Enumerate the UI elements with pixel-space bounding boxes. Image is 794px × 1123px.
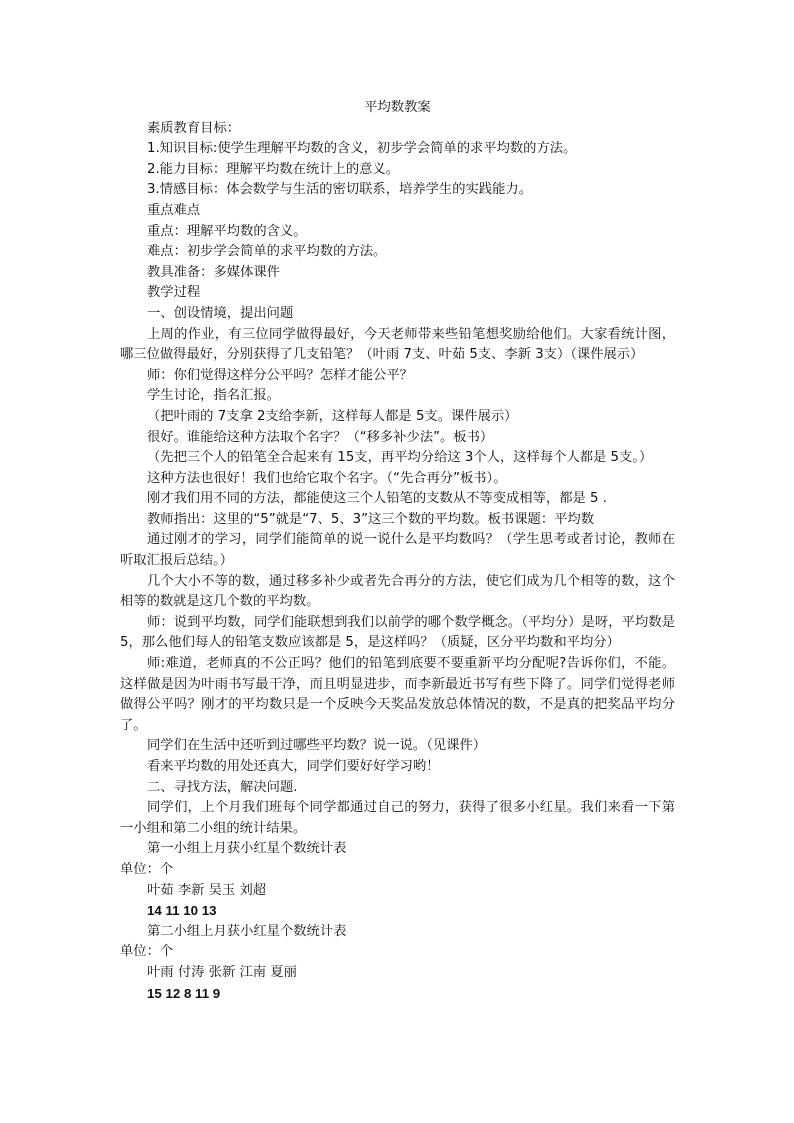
paragraph: 师：你们觉得这样分公平吗？怎样才能公平？ — [147, 367, 413, 383]
paragraph: 几个大小不等的数，通过移多补少或者先合再分的方法，使它们成为几个相等的数，这个相等的数就是这几个数的平均数。 — [120, 573, 675, 610]
paragraph: 上周的作业，有三位同学做得最好，今天老师带来些铅笔想奖励给他们。大家看统计图，哪三位做得最好，分别获得了几支铅笔？（叶雨 7支、叶茹 5支、李新 3支）（课件展示） — [120, 326, 675, 363]
goal-ability: 2.能力目标：理解平均数在统计上的意义。 — [147, 161, 400, 177]
step-one-heading: 一、创设情境，提出问题 — [147, 305, 294, 321]
doc-title: 平均数教案 — [364, 100, 431, 115]
paragraph: 看来平均数的用处还真大，同学们要好好学习哟！ — [147, 759, 440, 774]
section-heading-goals: 素质教育目标： — [147, 120, 241, 136]
paragraph: 同学们，上个月我们班每个同学都通过自己的努力，获得了很多小红星。我们来看一下第一小组和第二小组的统计结果。 — [120, 800, 675, 836]
paragraph: （把叶雨的 7支拿 2支给李新，这样每人都是 5支。课件展示） — [147, 408, 518, 424]
paragraph: 师:难道，老师真的不公正吗？他们的铅笔到底要不要重新平均分配呢?告诉你们，不能。这样做是因为叶雨书写最干净，而且明显进步，而李新最近书写有些下降了。同学们觉得老师做得公平吗？刚才的平均数只是一个反映今天奖品发放总体情况的数，不是真的把奖品平均分了。 — [120, 656, 675, 733]
goal-knowledge: 1.知识目标:使学生理解平均数的含义，初步学会简单的求平均数的方法。 — [147, 141, 577, 157]
key-point: 重点：理解平均数的含义。 — [147, 223, 307, 239]
paragraph: 教师指出：这里的“5”就是“7、5、3”这三个数的平均数。板书课题：平均数 — [147, 511, 595, 527]
table-one-title: 第一小组上月获小红星个数统计表 — [147, 841, 347, 857]
paragraph: 很好。谁能给这种方法取个名字？（“移多补少法”。板书） — [147, 429, 494, 445]
paragraph: 这种方法也很好！我们也给它取个名字。（“先合再分”板书）。 — [147, 470, 507, 486]
difficult-point: 难点：初步学会简单的求平均数的方法。 — [147, 244, 387, 260]
paragraph: 师：说到平均数，同学们能联想到我们以前学的哪个数学概念。（平均分）是呀，平均数是 5，那么他们每人的铅笔支数应该都是 5，是这样吗？（质疑，区分平均数和平均分） — [120, 614, 675, 651]
section-heading-key-points: 重点难点 — [147, 202, 201, 218]
table-one-values: 14 11 10 13 — [147, 903, 217, 919]
table-one-unit: 单位：个 — [120, 861, 174, 877]
table-two-title: 第二小组上月获小红星个数统计表 — [147, 923, 347, 939]
paragraph: 通过刚才的学习，同学们能简单的说一说什么是平均数吗？（学生思考或者讨论，教师在听取汇报后总结。） — [120, 532, 675, 569]
paragraph: 同学们在生活中还听到过哪些平均数？说一说。（见课件） — [147, 738, 487, 754]
paragraph: 学生讨论，指名汇报。 — [147, 388, 280, 404]
paragraph: 刚才我们用不同的方法，都能使这三个人铅笔的支数从不等变成相等，都是 5 . — [147, 491, 607, 507]
section-heading-process: 教学过程 — [147, 285, 201, 301]
paragraph: （先把三个人的铅笔全合起来有 15支，再平均分给这 3个人，这样每个人都是 5支。） — [147, 450, 653, 466]
goal-emotion: 3.情感目标：体会数学与生活的密切联系，培养学生的实践能力。 — [147, 182, 532, 198]
table-two-values: 15 12 8 11 9 — [147, 985, 221, 1001]
table-two-names: 叶雨 付涛 张新 江南 夏丽 — [147, 964, 297, 980]
table-two-unit: 单位：个 — [120, 944, 174, 960]
step-two-heading: 二、寻找方法，解决问题. — [147, 779, 298, 795]
teaching-aids: 教具准备：多媒体课件 — [147, 264, 280, 280]
document-page — [120, 98, 675, 1004]
table-one-names: 叶茹 李新 吴玉 刘超 — [147, 882, 267, 898]
